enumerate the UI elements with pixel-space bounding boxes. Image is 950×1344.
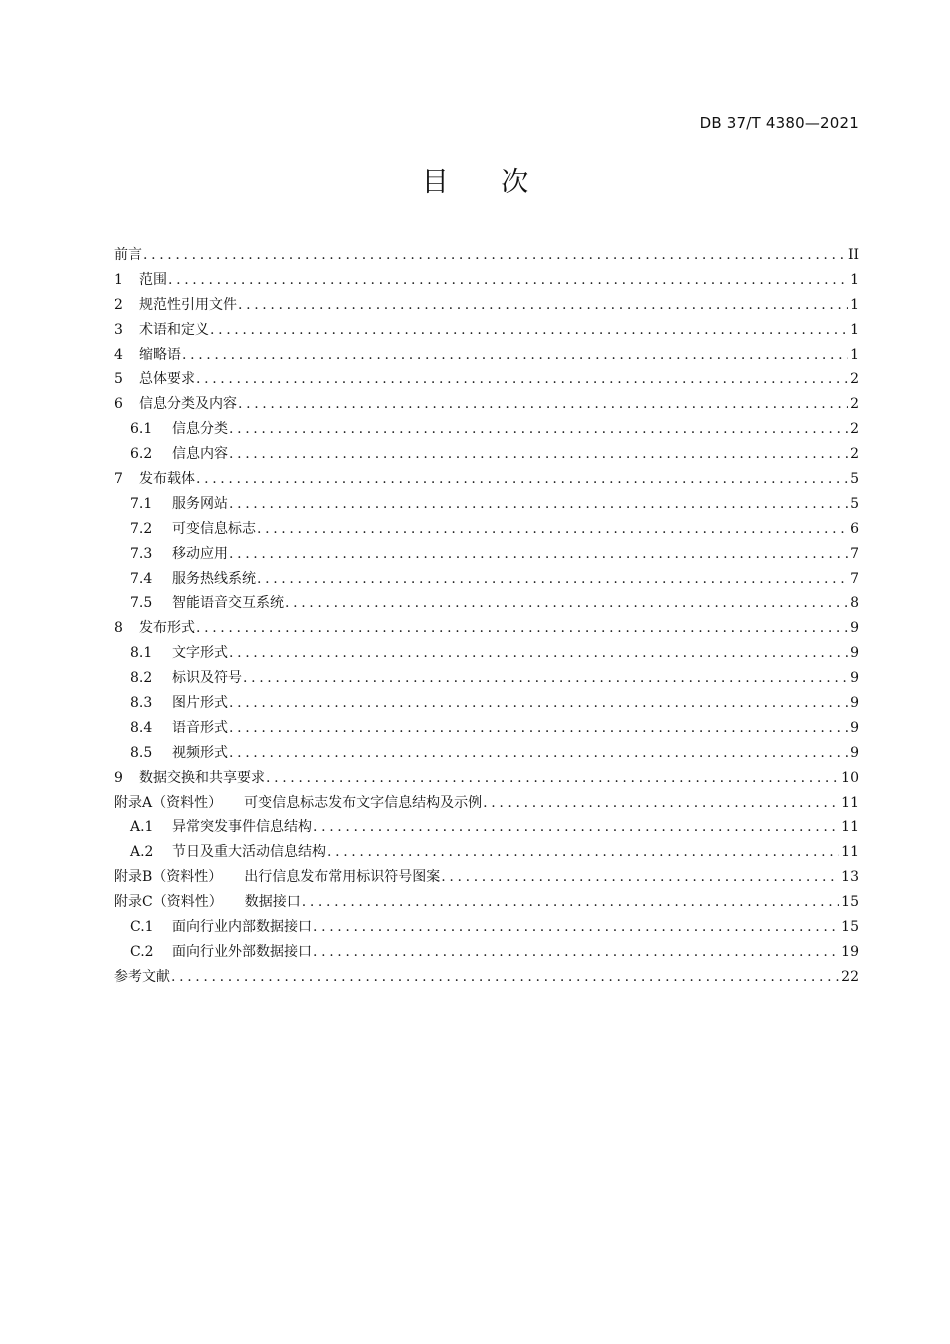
toc-entry-number: 7.1 [130,495,153,512]
toc-entry-title: 数据交换和共享要求 [139,769,265,786]
toc-entry-label [114,791,482,816]
toc-entry-page-number: 9 [850,645,859,662]
toc-entry-number: 2 [114,296,123,313]
dot-leader [257,567,848,592]
dot-leader [302,890,839,915]
dot-leader [313,815,839,840]
dot-leader [257,517,848,542]
toc-entry[interactable] [114,542,859,567]
toc-entry-number: 7.5 [130,595,153,612]
toc-entry[interactable] [114,517,859,542]
toc-entry-label [114,318,209,343]
toc-entry-label [114,467,195,492]
toc-entry[interactable] [114,915,859,940]
toc-entry-title: 异常突发事件信息结构 [172,819,312,836]
toc-entry[interactable] [114,691,859,716]
dot-leader [171,965,839,990]
toc-entry-label [130,442,228,467]
toc-entry-page-number: 10 [841,769,859,786]
dot-leader [229,492,848,517]
toc-entry-title: 信息分类 [172,421,228,438]
toc-entry-page-number: 6 [850,520,859,537]
toc-entry[interactable] [114,492,859,517]
toc-entry[interactable] [114,766,859,791]
toc-entry-number: A.1 [130,819,154,836]
toc-entry-title: 节日及重大活动信息结构 [172,844,326,861]
dot-leader [313,915,839,940]
toc-entry-title: 面向行业内部数据接口 [172,919,312,936]
toc-entry-page-number: 11 [841,819,859,836]
toc-entry-label [114,367,195,392]
toc-entry-page-number: 13 [841,869,859,886]
dot-leader [441,865,839,890]
toc-entry-label [114,865,440,890]
dot-leader [483,791,839,816]
toc-entry-title: 缩略语 [139,346,181,363]
toc-entry-page-number: 15 [841,894,859,911]
toc-entry-page-number: 9 [850,744,859,761]
toc-entry[interactable] [114,318,859,343]
toc-entry[interactable] [114,840,859,865]
dot-leader [238,293,848,318]
toc-entry-label [114,268,167,293]
toc-entry-number: 6.2 [130,446,153,463]
toc-entry-number: 8.5 [130,744,153,761]
toc-entry-title: 移动应用 [172,545,228,562]
toc-entry-page-number: 1 [850,271,859,288]
dot-leader [243,666,848,691]
toc-entry-title: 语音形式 [172,719,228,736]
toc-entry-title: 前言 [114,247,142,263]
dot-leader [196,367,848,392]
toc-entry[interactable] [114,392,859,417]
toc-entry-title: 出行信息发布常用标识符号图案 [244,869,441,886]
toc-entry-page-number: 9 [850,620,859,637]
toc-entry[interactable] [114,666,859,691]
toc-entry[interactable] [114,616,859,641]
toc-entry[interactable] [114,865,859,890]
toc-entry-label [114,392,237,417]
toc-entry-number: C.1 [130,919,154,936]
toc-entry-number: 7.3 [130,545,153,562]
toc-entry-title: 规范性引用文件 [139,296,237,313]
toc-entry[interactable] [114,815,859,840]
toc-entry-title: 可变信息标志 [172,520,256,537]
toc-entry[interactable] [114,567,859,592]
toc-entry-page-number: 7 [850,570,859,587]
table-of-contents [114,243,859,990]
toc-entry-title: 可变信息标志发布文字信息结构及示例 [244,794,483,811]
toc-entry[interactable] [114,268,859,293]
toc-entry-label [130,567,256,592]
toc-entry-label [130,815,312,840]
dot-leader [229,641,848,666]
dot-leader [327,840,839,865]
toc-entry-page-number: 2 [850,396,859,413]
toc-entry-title: 信息内容 [172,446,228,463]
dot-leader [238,392,848,417]
dot-leader [196,616,848,641]
toc-entry-number: 8 [114,620,123,637]
toc-entry-title: 文字形式 [172,645,228,662]
toc-entry-title: 发布形式 [139,620,195,637]
toc-entry-number: 8.4 [130,719,153,736]
toc-entry[interactable] [114,243,859,268]
toc-entry-label [130,591,284,616]
toc-entry-page-number: 9 [850,719,859,736]
toc-entry[interactable] [114,716,859,741]
toc-entry-page-number: II [847,247,859,263]
toc-entry-page-number: 2 [850,421,859,438]
toc-entry-page-number: 2 [850,446,859,463]
toc-entry-number: 8.1 [130,645,153,662]
toc-entry-number: 7.4 [130,570,153,587]
toc-entry-number: 1 [114,271,123,288]
document-code: DB 37/T 4380—2021 [699,114,859,132]
toc-entry-label [130,666,242,691]
toc-entry-title: 智能语音交互系统 [172,595,284,612]
toc-entry-number: 附录C（资料性） [114,894,223,911]
dot-leader [229,741,848,766]
toc-entry-label [130,915,312,940]
toc-entry-number: 附录B（资料性） [114,869,223,886]
toc-entry-number: 3 [114,321,123,338]
dot-leader [229,442,848,467]
toc-entry-title: 发布载体 [139,471,195,488]
dot-leader [168,268,848,293]
toc-entry-page-number: 19 [841,943,859,960]
toc-entry-label [130,940,312,965]
toc-entry-number: 附录A（资料性） [114,794,223,811]
toc-entry-number: C.2 [130,943,154,960]
toc-entry-page-number: 5 [850,495,859,512]
toc-entry-title: 服务热线系统 [172,570,256,587]
toc-entry-page-number: 5 [850,471,859,488]
toc-entry-label [114,243,142,268]
toc-entry-page-number: 22 [841,968,859,985]
dot-leader [182,343,848,368]
toc-entry-title: 参考文献 [114,968,170,985]
dot-leader [229,716,848,741]
toc-entry[interactable] [114,741,859,766]
toc-entry-title: 图片形式 [172,695,228,712]
toc-entry-label [130,840,326,865]
toc-entry-page-number: 15 [841,919,859,936]
toc-entry[interactable] [114,965,859,990]
toc-entry-number: 7.2 [130,520,153,537]
toc-entry-number: 9 [114,769,123,786]
toc-entry-title: 服务网站 [172,495,228,512]
toc-entry-label [114,766,265,791]
toc-entry-number: 8.2 [130,670,153,687]
toc-entry-label [114,965,170,990]
toc-entry-label [114,616,195,641]
toc-entry-number: A.2 [130,844,154,861]
dot-leader [143,243,846,268]
toc-entry-page-number: 1 [850,346,859,363]
dot-leader [229,691,848,716]
toc-entry-label [130,542,228,567]
toc-entry-page-number: 9 [850,670,859,687]
toc-entry[interactable] [114,293,859,318]
toc-entry[interactable] [114,442,859,467]
toc-entry-page-number: 7 [850,545,859,562]
toc-entry[interactable] [114,641,859,666]
toc-entry-title: 视频形式 [172,744,228,761]
dot-leader [196,467,848,492]
dot-leader [210,318,848,343]
dot-leader [266,766,839,791]
toc-entry-number: 6.1 [130,421,153,438]
toc-entry-label [130,417,228,442]
toc-entry[interactable] [114,467,859,492]
toc-entry-number: 5 [114,371,123,388]
toc-entry-number: 4 [114,346,123,363]
toc-entry-title: 数据接口 [244,894,301,911]
toc-entry-label [130,691,228,716]
toc-entry-title: 信息分类及内容 [139,396,237,413]
toc-entry-label [114,343,181,368]
toc-entry[interactable] [114,791,859,816]
toc-entry-label [114,890,301,915]
toc-entry-page-number: 1 [850,321,859,338]
toc-entry-number: 7 [114,471,123,488]
toc-entry-page-number: 9 [850,695,859,712]
toc-entry[interactable] [114,940,859,965]
toc-entry-page-number: 8 [850,595,859,612]
toc-entry-page-number: 2 [850,371,859,388]
toc-entry-label [130,492,228,517]
toc-entry[interactable] [114,367,859,392]
toc-entry-title: 标识及符号 [172,670,242,687]
toc-entry-number: 8.3 [130,695,153,712]
toc-entry-label [130,517,256,542]
toc-entry-page-number: 11 [841,844,859,861]
toc-entry-number: 6 [114,396,123,413]
toc-entry-title: 范围 [139,271,167,288]
dot-leader [313,940,839,965]
toc-entry-title: 总体要求 [139,371,195,388]
toc-entry-title: 面向行业外部数据接口 [172,943,312,960]
toc-entry-page-number: 11 [841,794,859,811]
dot-leader [285,591,848,616]
toc-entry-page-number: 1 [850,296,859,313]
toc-entry[interactable] [114,343,859,368]
toc-entry-title: 术语和定义 [139,321,209,338]
page-title: 目 次 [421,167,551,198]
toc-entry[interactable] [114,417,859,442]
toc-entry[interactable] [114,890,859,915]
dot-leader [229,542,848,567]
toc-entry-label [130,641,228,666]
dot-leader [229,417,848,442]
toc-entry-label [130,716,228,741]
toc-entry[interactable] [114,591,859,616]
toc-entry-label [130,741,228,766]
toc-entry-label [114,293,237,318]
